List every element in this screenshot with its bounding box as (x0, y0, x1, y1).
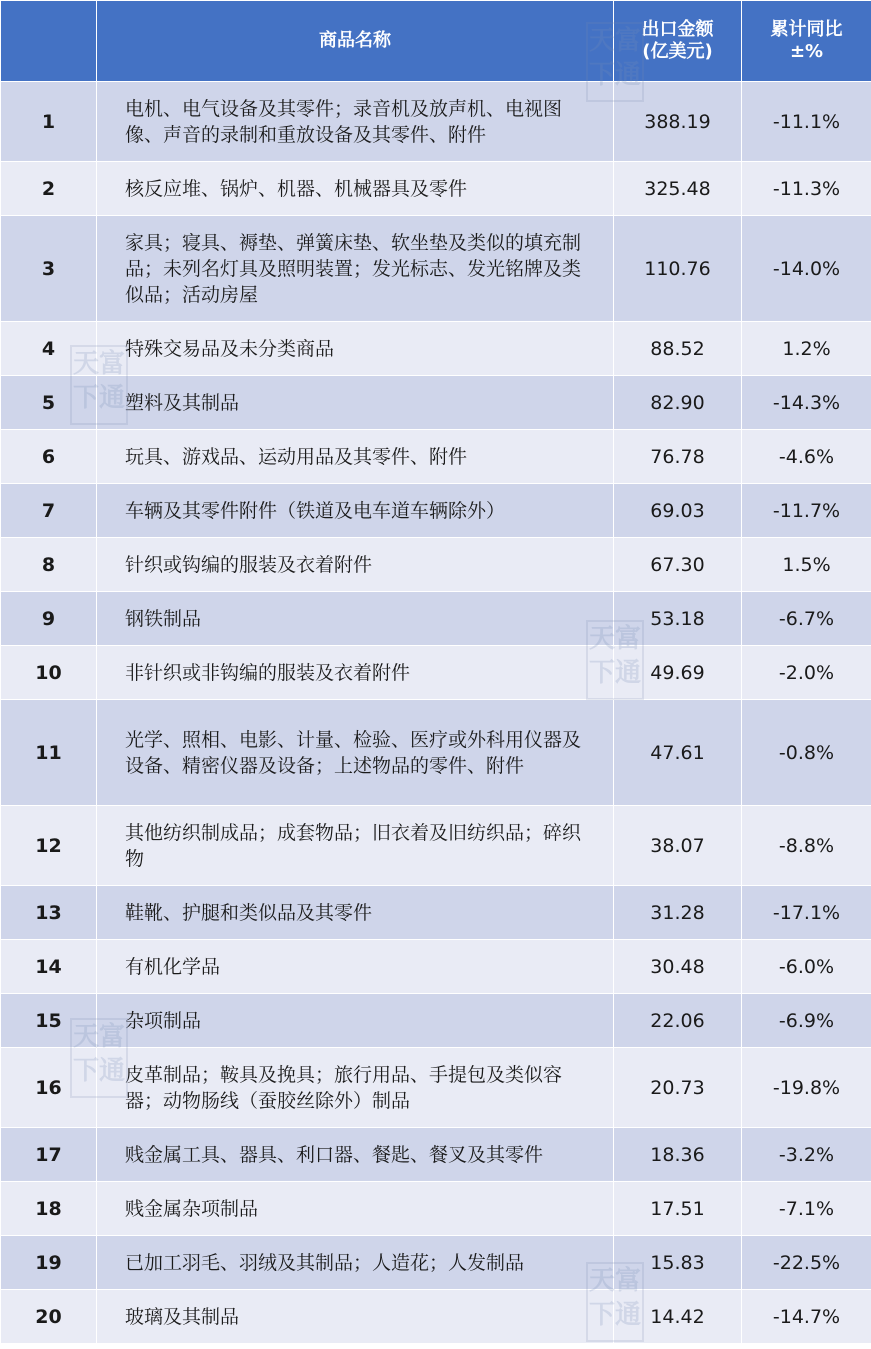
row-yoy: -14.0% (742, 216, 871, 322)
row-name: 钢铁制品 (97, 592, 614, 646)
row-name: 塑料及其制品 (97, 376, 614, 430)
row-rank: 17 (1, 1128, 97, 1182)
header-value: 出口金额 (亿美元) (614, 1, 742, 82)
row-name: 鞋靴、护腿和类似品及其零件 (97, 886, 614, 940)
row-name: 特殊交易品及未分类商品 (97, 322, 614, 376)
row-rank: 1 (1, 82, 97, 162)
row-value: 76.78 (614, 430, 742, 484)
row-name: 核反应堆、锅炉、机器、机械器具及零件 (97, 162, 614, 216)
row-yoy: 1.5% (742, 538, 871, 592)
row-yoy: -2.0% (742, 646, 871, 700)
table-row (1, 1290, 871, 1344)
row-name: 皮革制品；鞍具及挽具；旅行用品、手提包及类似容器；动物肠线（蚕胶丝除外）制品 (97, 1048, 614, 1128)
row-value: 388.19 (614, 82, 742, 162)
table-row (1, 430, 871, 484)
row-value: 53.18 (614, 592, 742, 646)
row-name: 车辆及其零件附件（铁道及电车道车辆除外） (97, 484, 614, 538)
table-row (1, 216, 871, 322)
row-yoy: -3.2% (742, 1128, 871, 1182)
row-value: 325.48 (614, 162, 742, 216)
table-row (1, 484, 871, 538)
row-value: 17.51 (614, 1182, 742, 1236)
row-rank: 16 (1, 1048, 97, 1128)
row-name: 光学、照相、电影、计量、检验、医疗或外科用仪器及设备、精密仪器及设备；上述物品的零件、附件 (97, 700, 614, 806)
row-rank: 6 (1, 430, 97, 484)
table-row (1, 700, 871, 806)
row-rank: 12 (1, 806, 97, 886)
row-name: 家具；寝具、褥垫、弹簧床垫、软坐垫及类似的填充制品；未列名灯具及照明装置；发光标志、发光铭牌及类似品；活动房屋 (97, 216, 614, 322)
row-rank: 19 (1, 1236, 97, 1290)
row-name: 玻璃及其制品 (97, 1290, 614, 1344)
row-yoy: -6.0% (742, 940, 871, 994)
row-yoy: -8.8% (742, 806, 871, 886)
row-yoy: -19.8% (742, 1048, 871, 1128)
row-yoy: -14.7% (742, 1290, 871, 1344)
row-yoy: -11.1% (742, 82, 871, 162)
row-value: 14.42 (614, 1290, 742, 1344)
row-name: 贱金属工具、器具、利口器、餐匙、餐叉及其零件 (97, 1128, 614, 1182)
row-name: 非针织或非钩编的服装及衣着附件 (97, 646, 614, 700)
row-value: 38.07 (614, 806, 742, 886)
table-row (1, 886, 871, 940)
header-rank (1, 1, 97, 82)
table-row (1, 1182, 871, 1236)
row-yoy: -14.3% (742, 376, 871, 430)
row-yoy: -4.6% (742, 430, 871, 484)
table-row (1, 538, 871, 592)
row-rank: 2 (1, 162, 97, 216)
row-value: 69.03 (614, 484, 742, 538)
watermark: 天富 下通 (586, 620, 644, 700)
row-value: 47.61 (614, 700, 742, 806)
table-row (1, 82, 871, 162)
row-value: 49.69 (614, 646, 742, 700)
table-row (1, 376, 871, 430)
row-rank: 20 (1, 1290, 97, 1344)
row-yoy: -6.9% (742, 994, 871, 1048)
row-name: 电机、电气设备及其零件；录音机及放声机、电视图像、声音的录制和重放设备及其零件、附件 (97, 82, 614, 162)
row-yoy: -6.7% (742, 592, 871, 646)
row-yoy: 1.2% (742, 322, 871, 376)
row-value: 18.36 (614, 1128, 742, 1182)
row-yoy: -7.1% (742, 1182, 871, 1236)
table-row (1, 1128, 871, 1182)
row-value: 88.52 (614, 322, 742, 376)
row-rank: 10 (1, 646, 97, 700)
row-rank: 4 (1, 322, 97, 376)
row-value: 67.30 (614, 538, 742, 592)
row-yoy: -17.1% (742, 886, 871, 940)
header-row (1, 1, 871, 82)
row-rank: 15 (1, 994, 97, 1048)
row-name: 有机化学品 (97, 940, 614, 994)
row-rank: 3 (1, 216, 97, 322)
row-name: 其他纺织制成品；成套物品；旧衣着及旧纺织品；碎织物 (97, 806, 614, 886)
row-name: 杂项制品 (97, 994, 614, 1048)
table-row (1, 592, 871, 646)
header-name: 商品名称 (97, 1, 614, 82)
table-row (1, 646, 871, 700)
row-yoy: -0.8% (742, 700, 871, 806)
row-name: 已加工羽毛、羽绒及其制品；人造花；人发制品 (97, 1236, 614, 1290)
row-value: 22.06 (614, 994, 742, 1048)
row-value: 110.76 (614, 216, 742, 322)
table-row (1, 806, 871, 886)
watermark: 天富 下通 (70, 345, 128, 425)
row-name: 针织或钩编的服装及衣着附件 (97, 538, 614, 592)
table-row (1, 1048, 871, 1128)
row-rank: 5 (1, 376, 97, 430)
watermark: 天富 下通 (586, 1262, 644, 1342)
row-rank: 18 (1, 1182, 97, 1236)
table-row (1, 940, 871, 994)
row-rank: 14 (1, 940, 97, 994)
row-value: 31.28 (614, 886, 742, 940)
table-row (1, 322, 871, 376)
table-row (1, 162, 871, 216)
row-rank: 13 (1, 886, 97, 940)
row-value: 30.48 (614, 940, 742, 994)
watermark: 天富 下通 (586, 22, 644, 102)
row-value: 20.73 (614, 1048, 742, 1128)
row-rank: 9 (1, 592, 97, 646)
row-name: 玩具、游戏品、运动用品及其零件、附件 (97, 430, 614, 484)
row-value: 15.83 (614, 1236, 742, 1290)
header-yoy: 累计同比 ±% (742, 1, 871, 82)
row-rank: 8 (1, 538, 97, 592)
table-row (1, 994, 871, 1048)
row-name: 贱金属杂项制品 (97, 1182, 614, 1236)
watermark: 天富 下通 (70, 1018, 128, 1098)
row-yoy: -11.3% (742, 162, 871, 216)
table-row (1, 1236, 871, 1290)
row-yoy: -22.5% (742, 1236, 871, 1290)
row-rank: 7 (1, 484, 97, 538)
row-value: 82.90 (614, 376, 742, 430)
row-rank: 11 (1, 700, 97, 806)
row-yoy: -11.7% (742, 484, 871, 538)
